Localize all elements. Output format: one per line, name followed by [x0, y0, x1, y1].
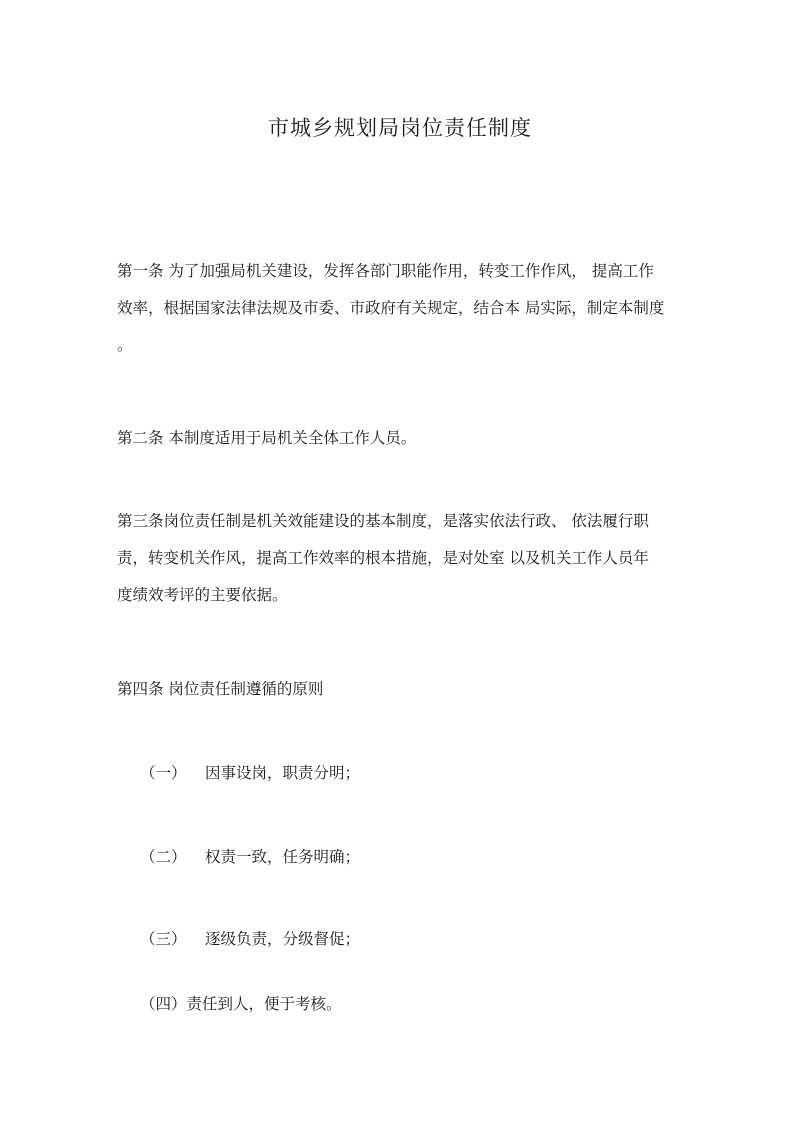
principle-item: [140, 842, 360, 872]
article-1-line-3: 。: [117, 336, 133, 354]
principle-item: [140, 989, 342, 1019]
document-title: 市城乡规划局岗位责任制度: [268, 116, 532, 140]
article-2: [117, 420, 687, 457]
principle-text: 权责一致，任务明确；: [205, 848, 361, 866]
principle-text: 因事设岗，职责分明；: [205, 764, 361, 782]
principle-number: （二）: [140, 848, 187, 866]
principle-number: （一）: [140, 764, 187, 782]
article-3-line-3: 度绩效考评的主要依据。: [117, 586, 288, 604]
principle-item: [140, 758, 360, 788]
principle-item: [140, 924, 360, 954]
principle-number: （三）: [140, 930, 187, 948]
principle-number: （四）: [140, 995, 187, 1013]
article-3: [117, 503, 687, 614]
article-1-line-2: 效率，根据国家法律法规及市委、市政府有关规定，结合本 局实际，制定本制度: [117, 299, 665, 317]
article-3-line-1: 第三条岗位责任制是机关效能建设的基本制度，是落实依法行政、 依法履行职: [117, 512, 649, 530]
principle-text: 责任到人，便于考核。: [186, 995, 342, 1013]
article-2-line-1: 第二条 本制度适用于局机关全体工作人员。: [117, 429, 417, 447]
article-4-line-1: 第四条 岗位责任制遵循的原则: [117, 680, 324, 698]
article-4: [117, 671, 687, 708]
article-3-line-2: 责，转变机关作风，提高工作效率的根本措施，是对处室 以及机关工作人员年: [117, 549, 649, 567]
principle-text: 逐级负责，分级督促；: [205, 930, 361, 948]
article-1-line-1: 第一条 为了加强局机关建设，发挥各部门职能作用，转变工作作风， 提高工作: [117, 262, 654, 280]
article-1: [117, 253, 687, 364]
